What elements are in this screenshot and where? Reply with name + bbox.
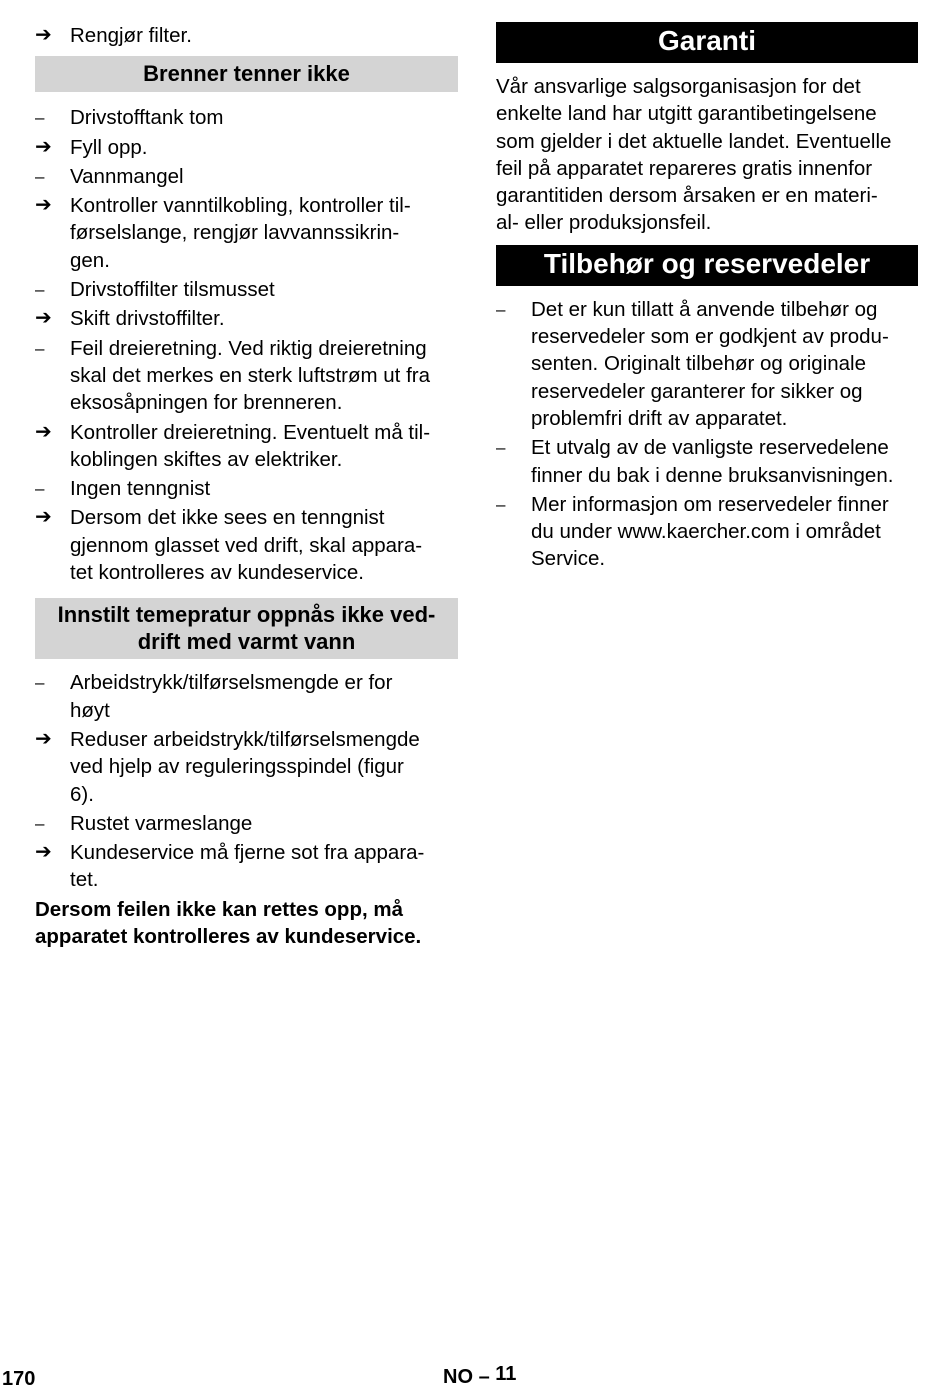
arrow-right-icon: ➔ bbox=[35, 841, 52, 864]
section-page: 11 bbox=[495, 1363, 517, 1385]
page-number: 170 bbox=[2, 1368, 36, 1390]
dash-bullet-icon: – bbox=[35, 280, 45, 300]
garanti-paragraph: Vår ansvarlige salgsorganisasjon for det enkelte land har utgitt garantibetingelsene som gjelder i det aktuelle landet. Eventuelle feil på apparatet repareres gratis innenfor garantitiden dersom årsaken er en materi- al- eller produksjonsfeil. bbox=[496, 75, 892, 235]
condition-item bbox=[35, 335, 458, 417]
dash-bullet-icon: – bbox=[496, 299, 506, 319]
condition-item bbox=[35, 163, 458, 190]
section-code: NO bbox=[443, 1366, 473, 1388]
dash-bullet-icon: – bbox=[35, 338, 45, 358]
arrow-right-icon: ➔ bbox=[35, 194, 52, 217]
item-text: Drivstoffilter tilsmusset bbox=[70, 278, 275, 302]
item-text: Rustet varmeslange bbox=[70, 811, 253, 835]
action-item bbox=[35, 726, 458, 808]
dash-bullet-icon: – bbox=[35, 166, 45, 186]
dash-bullet-icon: – bbox=[35, 813, 45, 833]
condition-item bbox=[35, 104, 458, 131]
troubleshooting-list-temperature bbox=[35, 669, 458, 893]
action-item bbox=[35, 419, 458, 474]
dash-bullet-icon: – bbox=[35, 479, 45, 499]
item-text: Det er kun tillatt å anvende tilbehør og reservedeler som er godkjent av produ- senten. Originalt tilbehør og originale reservedeler garanterer for sikker og problemfri drift av apparatet. bbox=[531, 297, 889, 430]
item-text: Kontroller dreieretning. Eventuelt må til- koblingen skiftes av elektriker. bbox=[70, 420, 431, 471]
condition-item bbox=[496, 296, 918, 432]
arrow-right-icon: ➔ bbox=[35, 135, 52, 158]
arrow-right-icon: ➔ bbox=[35, 307, 52, 330]
arrow-right-icon: ➔ bbox=[35, 24, 52, 46]
action-item bbox=[35, 504, 458, 586]
action-item bbox=[35, 134, 458, 161]
item-text: Ingen tenngnist bbox=[70, 477, 211, 501]
heading-temperatur-oppnas-ikke: Innstilt temepratur oppnås ikke ved- drift med varmt vann bbox=[35, 598, 458, 659]
item-text: Skift drivstoffilter. bbox=[70, 307, 225, 331]
item-text: Kontroller vanntilkobling, kontroller til- førselslange, rengjør lavvannssikrin- gen. bbox=[70, 194, 411, 272]
arrow-right-icon: ➔ bbox=[35, 727, 52, 750]
item-text: Reduser arbeidstrykk/tilførselsmengde ved hjelp av reguleringsspindel (figur 6). bbox=[70, 727, 420, 806]
dash-bullet-icon: – bbox=[496, 438, 506, 458]
right-column bbox=[496, 22, 918, 573]
dash-bullet-icon: – bbox=[35, 108, 45, 128]
item-text: Arbeidstrykk/tilførselsmengde er for høyt bbox=[70, 671, 393, 722]
heading-garanti: Garanti bbox=[496, 22, 918, 63]
dash-bullet-icon: – bbox=[496, 494, 506, 514]
condition-item bbox=[496, 434, 918, 489]
troubleshooting-list-burner bbox=[35, 104, 458, 586]
arrow-right-icon: ➔ bbox=[35, 506, 52, 529]
item-text: Drivstofftank tom bbox=[70, 106, 224, 130]
action-item bbox=[35, 22, 458, 49]
item-text: Dersom det ikke sees en tenngnist gjennom glasset ved drift, skal appara- tet kontrolleres av kundeservice. bbox=[70, 506, 423, 585]
arrow-right-icon: ➔ bbox=[35, 420, 52, 443]
condition-item bbox=[35, 669, 458, 724]
item-text: Mer informasjon om reservedeler finner du under www.kaercher.com i området Service. bbox=[531, 492, 889, 571]
item-text: Et utvalg av de vanligste reservedelene finner du bak i denne bruksanvisningen. bbox=[531, 436, 894, 487]
dash-bullet-icon: – bbox=[35, 673, 45, 693]
closing-note: Dersom feilen ikke kan rettes opp, må apparatet kontrolleres av kundeservice. bbox=[35, 897, 422, 949]
section-separator: – bbox=[478, 1366, 490, 1388]
item-text: Vannmangel bbox=[70, 164, 184, 188]
heading-tilbehor-og-reservedeler: Tilbehør og reservedeler bbox=[496, 245, 918, 286]
action-item bbox=[35, 305, 458, 332]
condition-item bbox=[35, 810, 458, 837]
item-text: Feil dreieretning. Ved riktig dreieretning skal det merkes en sterk luftstrøm ut fra eksosåpningen for brenneren. bbox=[70, 336, 430, 415]
item-text: Kundeservice må fjerne sot fra appara- tet. bbox=[70, 841, 425, 892]
item-text: Rengjør filter. bbox=[70, 24, 192, 47]
intro-list bbox=[35, 22, 458, 49]
action-item bbox=[35, 192, 458, 274]
condition-item bbox=[496, 491, 918, 573]
left-column bbox=[35, 22, 458, 950]
item-text: Fyll opp. bbox=[70, 135, 148, 159]
action-item bbox=[35, 839, 458, 894]
condition-item bbox=[35, 475, 458, 502]
heading-brenner-tenner-ikke: Brenner tenner ikke bbox=[35, 56, 458, 92]
accessories-list bbox=[496, 296, 918, 573]
condition-item bbox=[35, 276, 458, 303]
section-page-label bbox=[443, 1363, 517, 1388]
